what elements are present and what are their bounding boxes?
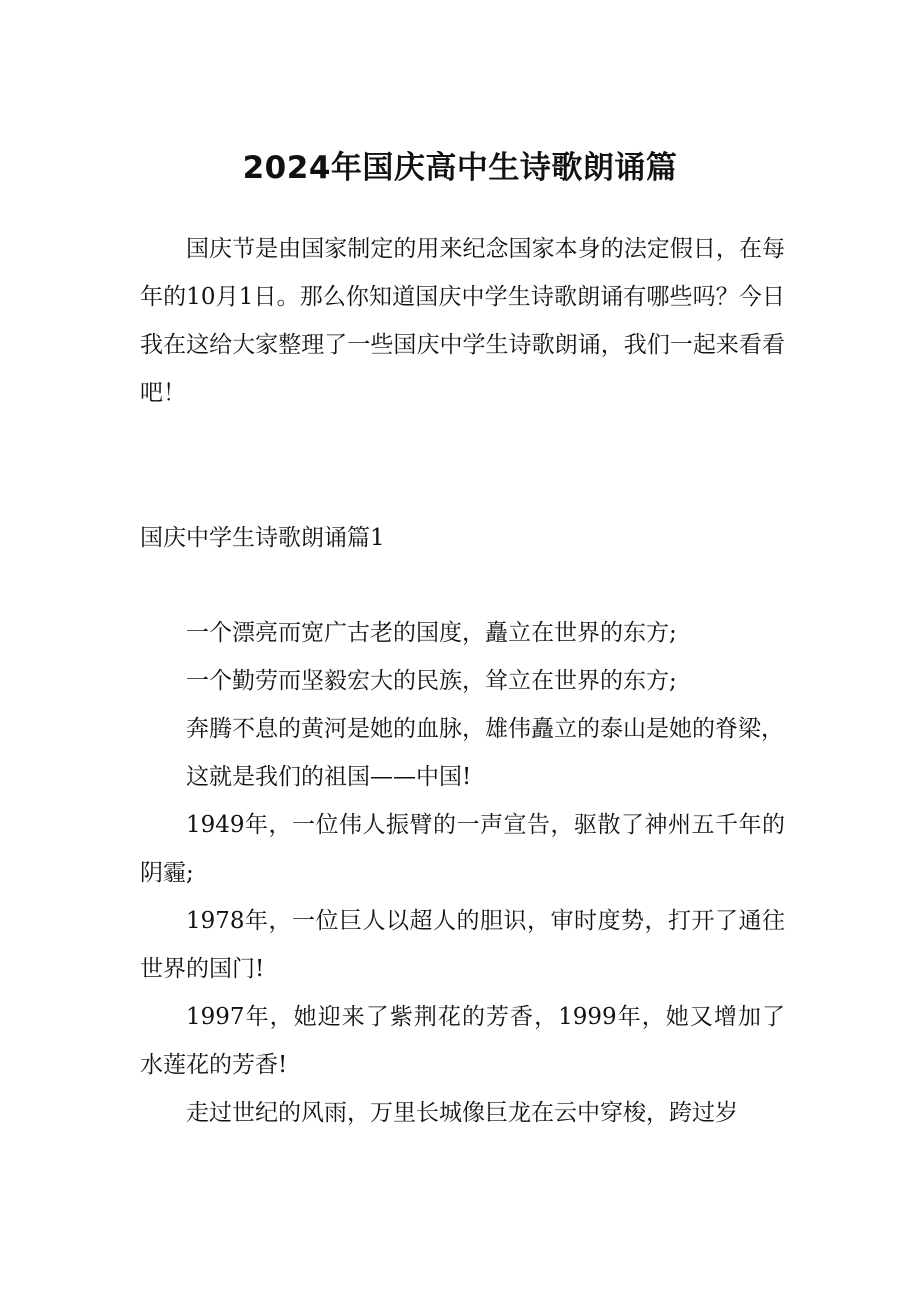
poem-line: 奔腾不息的黄河是她的血脉，雄伟矗立的泰山是她的脊梁， (186, 716, 784, 742)
poem-line: 1997年，她迎来了紫荆花的芳香，1999年，她又增加了水莲花的芳香! (140, 1004, 785, 1078)
poem-line: 这就是我们的祖国——中国! (186, 764, 472, 790)
poem-line: 走过世纪的风雨，万里长城像巨龙在云中穿梭，跨过岁 (186, 1100, 738, 1126)
intro-paragraph: 国庆节是由国家制定的用来纪念国家本身的法定假日，在每年的10月1日。那么你知道国庆中学生诗歌朗诵有哪些吗？今日我在这给大家整理了一些国庆中学生诗歌朗诵，我们一起来看看吧！ (140, 236, 785, 406)
poem-line: 一个勤劳而坚毅宏大的民族，耸立在世界的东方; (186, 668, 677, 694)
section-heading: 国庆中学生诗歌朗诵篇1 (140, 525, 385, 551)
poem-body (140, 609, 785, 1137)
poem-line: 1978年，一位巨人以超人的胆识，审时度势，打开了通往世界的国门! (140, 908, 785, 982)
poem-line: 1949年，一位伟人振臂的一声宣告，驱散了神州五千年的阴霾; (140, 812, 785, 886)
page-title: 2024年国庆高中生诗歌朗诵篇 (242, 150, 678, 186)
poem-line: 一个漂亮而宽广古老的国度，矗立在世界的东方; (186, 620, 677, 646)
